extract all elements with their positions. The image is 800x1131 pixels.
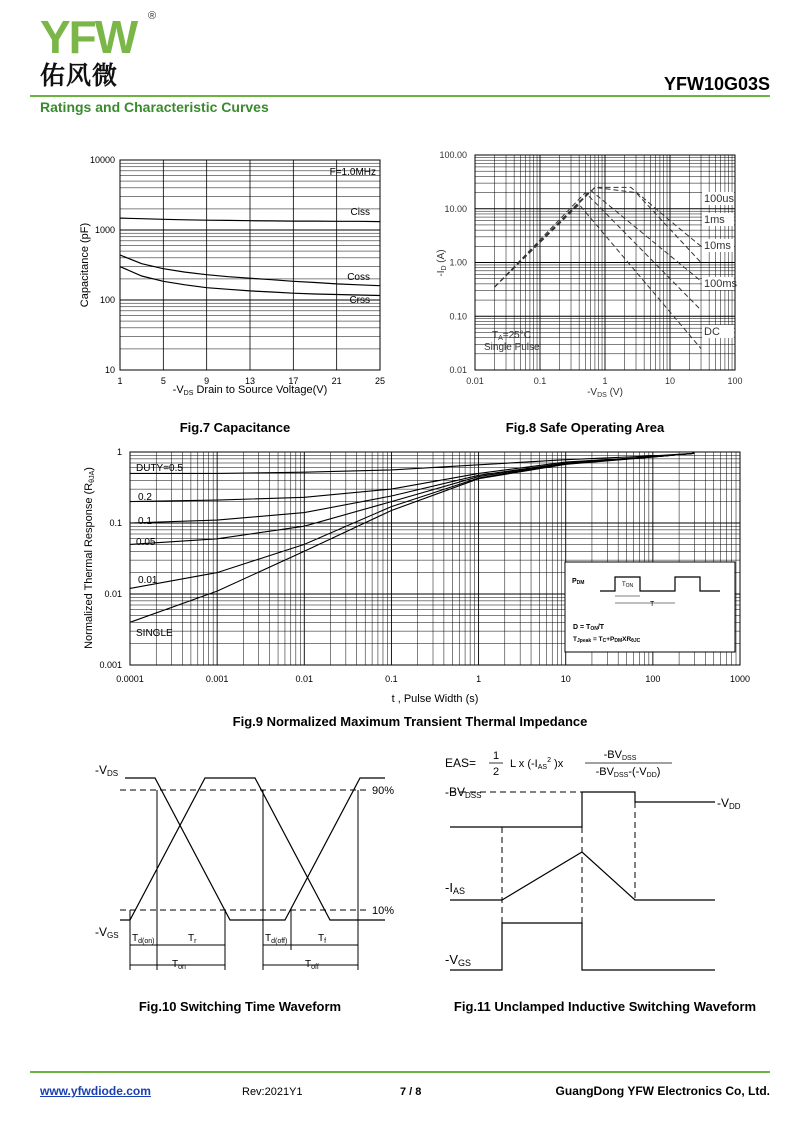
fig7-y-tick: 10000 — [89, 155, 115, 165]
fig7-x-tick: 9 — [204, 376, 210, 386]
fig10-tf-label: $T_f$ — [318, 933, 327, 945]
svg-text:TON: TON — [622, 582, 634, 589]
fig9-curve — [130, 453, 694, 523]
fig9-curve — [130, 453, 694, 544]
revision: Rev:2021Y1 — [242, 1086, 303, 1098]
fig11-formula-denominator: -BVDSS-(-VDD) — [595, 766, 661, 779]
svg-text:T: T — [650, 601, 655, 608]
fig9-curve-label: 0.01 — [138, 575, 158, 586]
fig7-y-axis-label: Capacitance (pF) — [79, 222, 91, 308]
fig10-vds-label: -VDS — [95, 763, 119, 778]
fig7-label-crss: Crss — [349, 295, 370, 306]
fig9-curve-label: 0.1 — [138, 516, 152, 527]
fig9-x-ticks — [116, 674, 750, 684]
fig9-x-tick: 100 — [645, 674, 661, 684]
fig8-x-tick: 10 — [664, 376, 676, 386]
fig11-formula-numerator: -BVDSS — [603, 749, 637, 762]
fig9-y-tick: 0.001 — [99, 660, 122, 670]
fig9-thermal-impedance-chart — [70, 440, 760, 710]
fig9-y-axis-label: Normalized Thermal Response (RθJA) — [83, 467, 96, 649]
fig7-y-tick: 1000 — [94, 225, 115, 235]
company-name: GuangDong YFW Electronics Co, Ltd. — [555, 1084, 770, 1098]
fig7-y-ticks — [90, 155, 115, 375]
fig8-x-tick: 0.1 — [533, 376, 547, 386]
fig10-tdon-label: $T_{d(on)}$ — [132, 933, 155, 945]
fig9-x-tick: 1 — [476, 674, 482, 684]
fig9-x-tick: 10 — [560, 674, 571, 684]
fig9-inset — [565, 562, 735, 652]
fig8-line-label: 10ms — [704, 240, 731, 252]
fig8-caption: Fig.8 Safe Operating Area — [505, 420, 665, 435]
fig10-90-percent: 90% — [372, 785, 395, 797]
registered-mark: ® — [148, 10, 157, 22]
fig7-x-axis-label: -VDS Drain to Source Voltage(V) — [172, 384, 328, 397]
fig8-x-tick: 1 — [602, 376, 608, 386]
part-number: YFW10G03S — [663, 74, 770, 94]
fig7-label-coss: Coss — [347, 272, 370, 283]
fig8-y-tick: 0.01 — [449, 365, 467, 375]
fig8-x-axis-label: $-V_{DS}$ (V) — [587, 387, 623, 399]
fig7-caption: Fig.7 Capacitance — [179, 420, 291, 435]
svg-text:D = TON/T: D = TON/T — [573, 624, 605, 632]
fig9-y-tick: 0.01 — [104, 589, 122, 599]
fig9-curve — [130, 453, 694, 473]
fig10-vgs-label: -VGS — [95, 925, 119, 940]
fig8-temperature-label: $T_A=25^\circ C$ — [492, 330, 531, 342]
fig9-x-tick: 0.1 — [385, 674, 398, 684]
fig10-tdoff-label: $T_{d(off)}$ — [265, 933, 288, 945]
fig8-x-ticks — [466, 376, 742, 386]
section-title: Ratings and Characteristic Curves — [40, 99, 269, 115]
fig11-frac-numerator: 1 — [492, 750, 500, 762]
logo-chinese-name: 佑风微 — [40, 61, 119, 90]
fig8-x-tick: 100 — [727, 376, 743, 386]
fig8-line-label: 100us — [704, 193, 734, 205]
fig11-eas-label: EAS= — [445, 756, 477, 770]
fig7-label-ciss: Ciss — [350, 207, 370, 218]
fig11-frac-denominator: 2 — [492, 766, 500, 778]
header-divider — [30, 95, 770, 97]
fig9-x-tick: 0.001 — [205, 674, 229, 684]
fig9-y-tick: 0.1 — [109, 518, 122, 528]
fig7-x-tick: 13 — [244, 376, 256, 386]
svg-text:TJpeak = TC+PDMXRθJC: TJpeak = TC+PDMXRθJC — [573, 636, 641, 644]
fig7-frequency-label: F=1.0MHz — [329, 167, 376, 178]
fig9-curve-labels — [136, 463, 183, 639]
fig8-y-tick: 0.10 — [449, 311, 467, 322]
svg-text:PDM: PDM — [572, 578, 585, 586]
fig11-bvdss-label: -BVDSS — [445, 785, 482, 800]
fig11-vdd-label: -VDD — [717, 796, 741, 811]
fig11-uis-waveform — [440, 740, 780, 985]
page-number: 7 / 8 — [400, 1086, 422, 1098]
fig9-x-tick: 1000 — [729, 674, 751, 684]
fig9-curve-label: DUTY=0.5 — [136, 463, 183, 474]
fig8-y-tick: 10.00 — [444, 203, 467, 214]
fig7-x-tick: 17 — [288, 376, 299, 386]
fig7-grid — [120, 160, 380, 370]
fig7-x-tick: 5 — [160, 376, 166, 386]
fig8-y-tick: 1.00 — [449, 257, 467, 268]
fig7-x-tick: 25 — [374, 376, 386, 386]
fig10-toff-label: $T_{off}$ — [305, 959, 319, 971]
fig8-pulse-label: Single Pulse — [484, 342, 540, 353]
fig11-formula-mid: L x (-IAS$^2$ )x — [510, 757, 564, 771]
fig9-x-axis-label: t , Pulse Width (s) — [391, 693, 479, 705]
fig9-x-tick: 0.01 — [295, 674, 314, 684]
fig8-y-tick: 100.00 — [439, 150, 467, 160]
fig9-x-tick: 0.0001 — [116, 674, 144, 684]
fig7-capacitance-chart — [70, 150, 400, 405]
website-link[interactable]: www.yfwdiode.com — [40, 1084, 151, 1098]
fig7-x-tick: 21 — [331, 376, 342, 386]
fig8-safe-operating-area-chart — [430, 145, 760, 405]
fig7-y-tick: 10 — [104, 365, 115, 375]
footer-divider — [30, 1071, 770, 1073]
fig7-x-tick: 1 — [117, 376, 123, 386]
fig9-y-tick: 1 — [116, 447, 122, 457]
fig8-line-label: 100ms — [704, 278, 738, 290]
logo: YFW — [40, 11, 137, 63]
fig9-y-ticks — [99, 447, 122, 670]
fig10-10-percent: 10% — [372, 905, 395, 917]
fig10-switching-waveform — [85, 750, 415, 985]
fig9-caption: Fig.9 Normalized Maximum Transient Thermal Impedance — [232, 714, 588, 729]
fig10-tr-label: $T_r$ — [188, 933, 197, 945]
fig8-x-tick: 0.01 — [466, 376, 484, 386]
fig9-curve-label: SINGLE — [136, 628, 173, 639]
fig9-curve-label: 0.05 — [136, 537, 156, 548]
fig11-vgs-label: -VGS — [445, 952, 472, 968]
fig9-curve-label: 0.2 — [138, 492, 152, 503]
fig11-ias-label: -IAS — [445, 880, 465, 896]
fig7-y-tick: 100 — [99, 295, 115, 305]
fig11-caption: Fig.11 Unclamped Inductive Switching Waveform — [453, 999, 757, 1014]
fig8-line-label: DC — [704, 326, 720, 338]
fig10-ton-label: $T_{on}$ — [172, 959, 186, 971]
fig10-caption: Fig.10 Switching Time Waveform — [138, 999, 342, 1014]
fig8-line-label: 1ms — [704, 214, 725, 226]
fig8-y-axis-label: $-I_D$ (A) — [436, 249, 448, 277]
